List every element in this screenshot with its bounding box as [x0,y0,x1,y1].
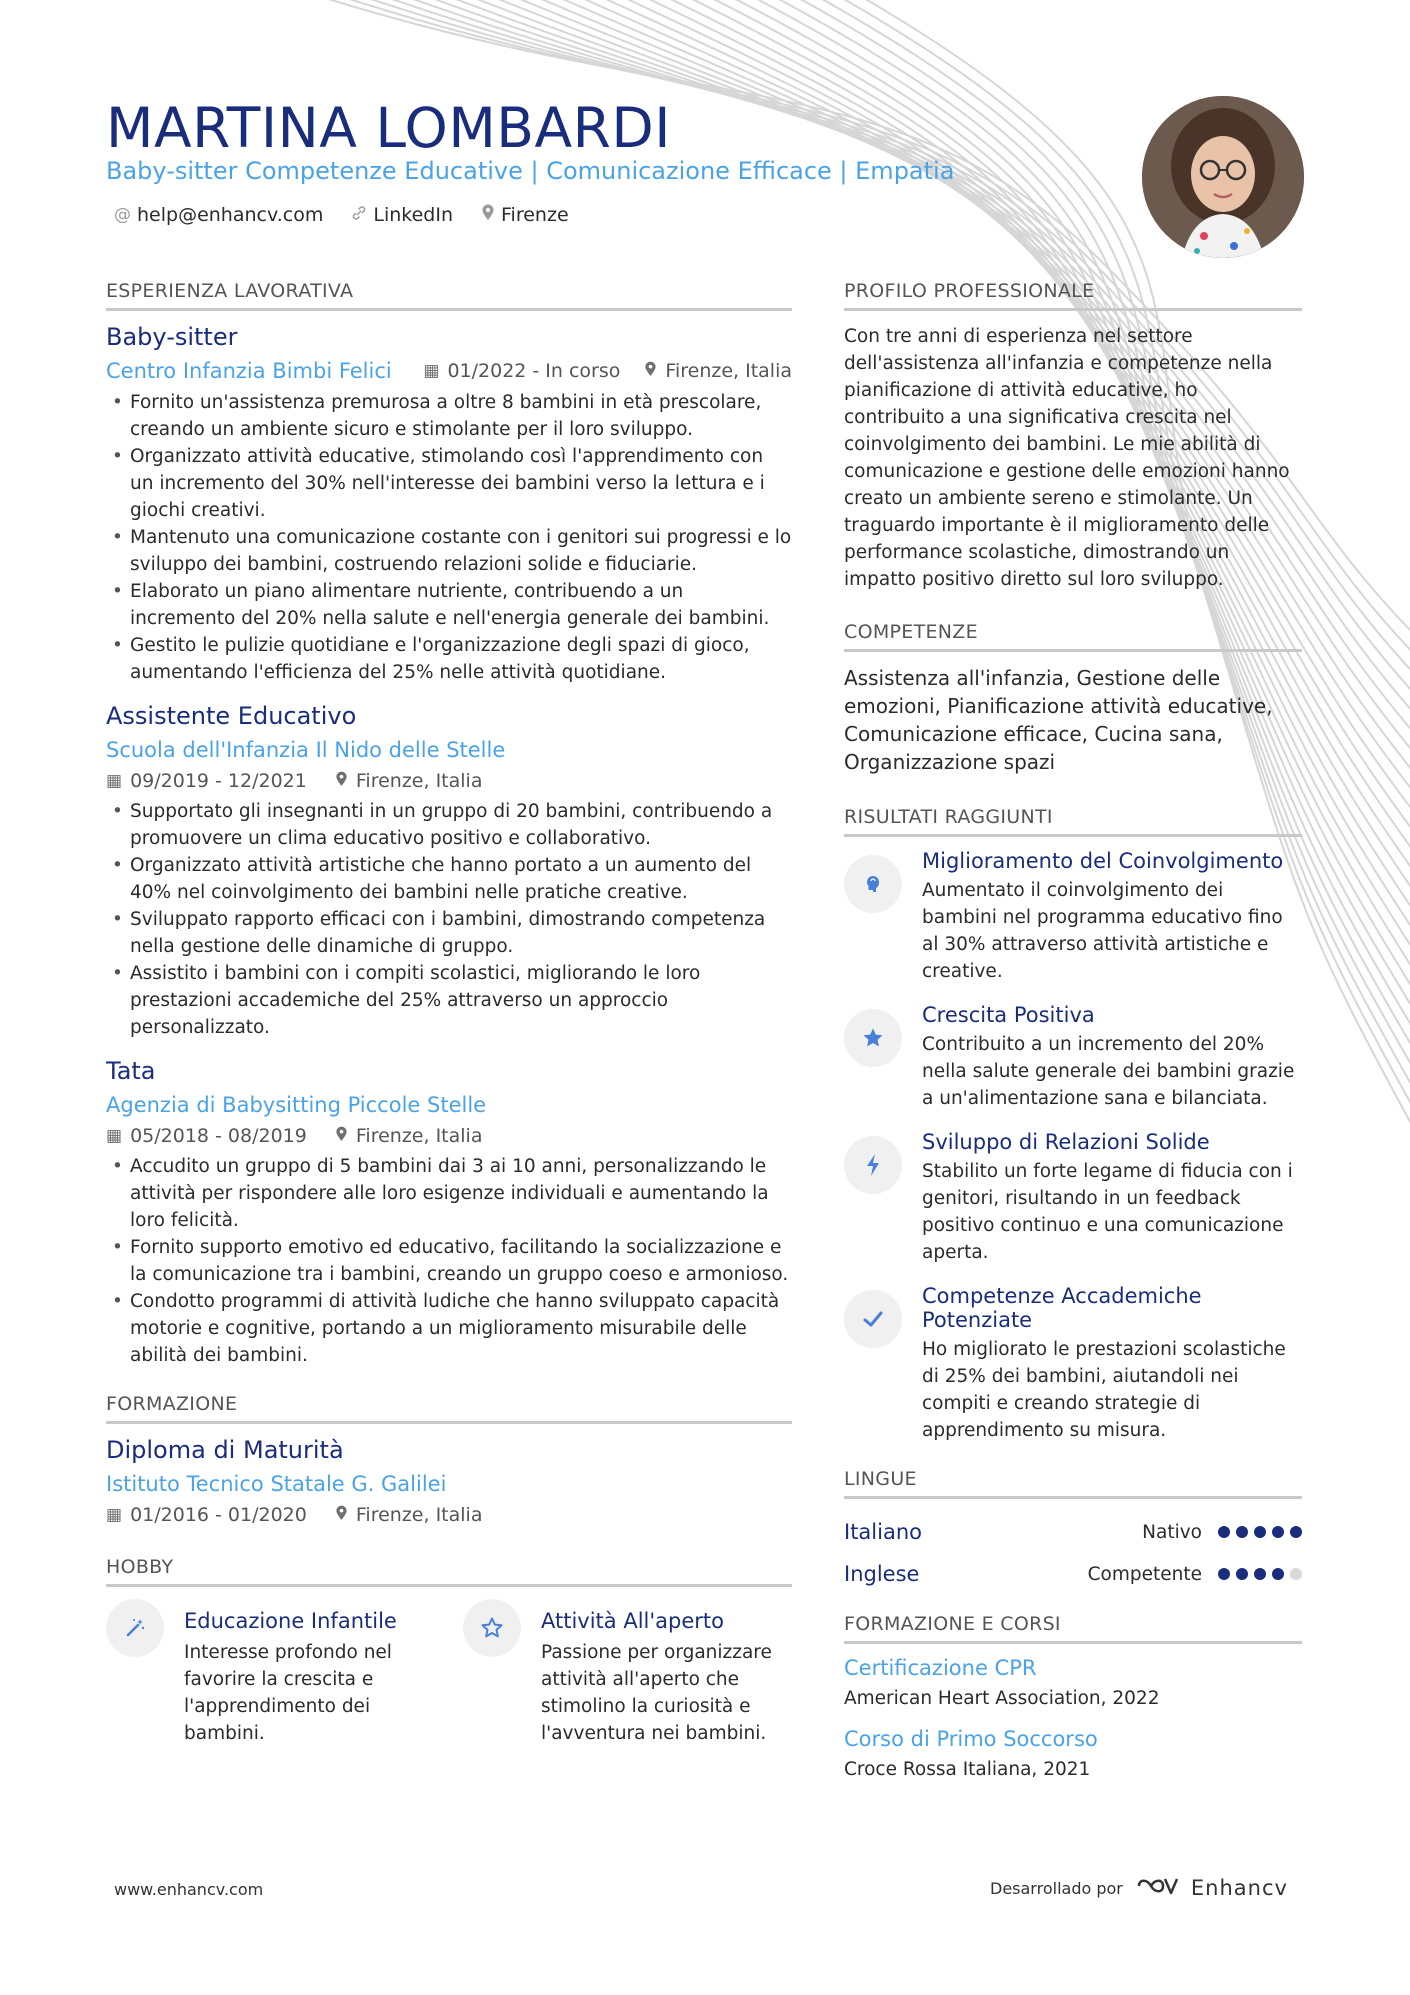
achievement-item [844,1284,1302,1444]
profile-section-title: PROFILO PROFESSIONALE [844,280,1302,311]
profile-photo [1142,96,1304,258]
bullet: • Organizzato attività artistiche che hanno portato a un aumento del 40% nel coinvolgimento dei bambini nelle pratiche creative. [106,852,792,906]
bullet: • Condotto programmi di attività ludiche che hanno sviluppato capacità motorie e cognitive, portando a un miglioramento misurabile delle abilità dei bambini. [106,1288,792,1369]
job-company: Agenzia di Babysitting Piccole Stelle [106,1093,487,1117]
job-dates: 01/2022 - In corso [447,360,621,382]
job-location: Firenze, Italia [665,360,792,382]
job-bullets [106,389,792,686]
hobby-title: Attività All'aperto [541,1609,724,1633]
bullet: • Fornito un'assistenza premurosa a oltre 8 bambini in età prescolare, creando un ambiente sicuro e stimolante per il loro sviluppo. [106,389,792,443]
hobby-item [106,1599,435,1747]
contact-bar [114,204,569,226]
bullet: • Sviluppato rapporto efficaci con i bambini, dimostrando competenza nella gestione delle dinamiche di gruppo. [106,906,792,960]
job-entry [106,1057,792,1369]
language-name: Italiano [844,1520,922,1544]
language-level: Nativo [1142,1521,1202,1543]
link-icon [351,205,367,226]
lightning-icon [844,1136,902,1194]
achievements-section-title: RISULTATI RAGGIUNTI [844,806,1302,837]
rating-dot-empty [1290,1568,1302,1580]
job-dates: 05/2018 - 08/2019 [130,1125,307,1147]
achievement-title: Competenze Accademiche Potenziate [922,1284,1202,1332]
calendar-icon: ▦ [423,361,440,381]
footer-website[interactable]: www.enhancv.com [114,1880,264,1899]
hobby-description: Passione per organizzare attività all'aperto che stimolino la curiosità e l'avventura nei bambini. [541,1642,772,1744]
hobby-item [463,1599,792,1747]
achievement-description: Contribuito a un incremento del 20% nella salute generale dei bambini grazie a un'alimentazione sana e bilanciata. [922,1034,1295,1109]
achievement-title: Crescita Positiva [922,1003,1095,1027]
job-dates: 09/2019 - 12/2021 [130,770,307,792]
job-entry [106,323,792,686]
language-rating [1218,1568,1302,1580]
hobby-section-title: HOBBY [106,1556,792,1587]
calendar-icon: ▦ [106,771,123,791]
enhancv-logo-icon [1135,1875,1179,1901]
location-icon [335,1505,348,1526]
experience-section-title: ESPERIENZA LAVORATIVA [106,280,792,311]
profile-summary: Con tre anni di esperienza nel settore dell'assistenza all'infanzia e competenze nella pianificazione di attività educative, ho contribuito a una significativa crescita nel coinvolgimento dei bambini. Le mie abilità di comunicazione e gestione delle emozioni hanno creato un ambiente sereno e stimolante. Un traguardo importante è il miglioramento delle performance scolastiche, dimostrando un impatto positivo diretto sul loro sviluppo. [844,326,1290,590]
course-title: Corso di Primo Soccorso [844,1727,1098,1751]
achievement-title: Miglioramento del Coinvolgimento [922,849,1284,873]
education-entry [106,1436,792,1526]
language-rating [1218,1526,1302,1538]
candidate-name: MARTINA LOMBARDI [106,96,671,160]
skills-section-title: COMPETENZE [844,621,1302,652]
language-level: Competente [1087,1563,1202,1585]
skills-list: Assistenza all'infanzia, Gestione delle emozioni, Pianificazione attività educative, Comunicazione efficace, Cucina sana, Organizzazione spazi [844,666,1273,774]
rating-dot-filled [1218,1526,1230,1538]
bullet: • Elaborato un piano alimentare nutriente, contribuendo a un incremento del 20% nella salute e nell'energia generale dei bambini. [106,578,792,632]
rating-dot-filled [1254,1568,1266,1580]
job-bullets [106,798,792,1041]
bullet: • Mantenuto una comunicazione costante con i genitori sui progressi e lo sviluppo dei bambini, costruendo relazioni solide e fiduciarie. [106,524,792,578]
powered-by-label: Desarrollado por [990,1878,1123,1898]
rating-dot-filled [1236,1526,1248,1538]
job-location: Firenze, Italia [355,1125,483,1147]
course-title: Certificazione CPR [844,1656,1037,1680]
star-outline-icon [463,1599,521,1657]
education-section-title: FORMAZIONE [106,1393,792,1424]
rating-dot-filled [1290,1526,1302,1538]
bullet: • Organizzato attività educative, stimolando così l'apprendimento con un incremento del 30% nell'interesse dei bambini verso la lettura e i giochi creativi. [106,443,792,524]
course-item [844,1727,1302,1780]
hobby-list [106,1599,792,1747]
job-bullets [106,1153,792,1369]
hobby-title: Educazione Infantile [184,1609,397,1633]
bullet: • Gestito le pulizie quotidiane e l'organizzazione degli spazi di gioco, aumentando l'efficienza del 25% nelle attività quotidiane. [106,632,792,686]
job-company: Centro Infanzia Bimbi Felici [106,359,392,383]
calendar-icon: ▦ [106,1505,123,1525]
education-degree: Diploma di Maturità [106,1436,344,1464]
magic-wand-icon [106,1599,164,1657]
job-role: Baby-sitter [106,323,238,351]
footer-branding [990,1875,1288,1901]
hobby-description: Interesse profondo nel favorire la crescita e l'apprendimento dei bambini. [184,1642,392,1744]
achievement-description: Aumentato il coinvolgimento dei bambini nel programma educativo fino al 30% attraverso attività artistiche e creative. [922,880,1283,982]
star-icon [844,1009,902,1067]
achievement-title: Sviluppo di Relazioni Solide [922,1130,1210,1154]
job-entry [106,702,792,1041]
contact-location: Firenze [481,204,569,226]
achievement-item [844,1130,1302,1266]
education-location: Firenze, Italia [355,1504,483,1526]
job-company: Scuola dell'Infanzia Il Nido delle Stelle [106,738,506,762]
bullet: • Fornito supporto emotivo ed educativo, facilitando la socializzazione e la comunicazione tra i bambini, creando un gruppo coeso e armonioso. [106,1234,792,1288]
right-column [844,280,1302,1780]
rating-dot-filled [1218,1568,1230,1580]
bullet: • Supportato gli insegnanti in un gruppo di 20 bambini, contribuendo a promuovere un clima educativo positivo e collaborativo. [106,798,792,852]
bullet: • Accudito un gruppo di 5 bambini dai 3 ai 10 anni, personalizzando le attività per rispondere alle loro esigenze individuali e aumentando la loro felicità. [106,1153,792,1234]
bullet: • Assistito i bambini con i compiti scolastici, migliorando le loro prestazioni accademiche del 25% attraverso un approccio personalizzato. [106,960,792,1041]
education-dates: 01/2016 - 01/2020 [130,1504,307,1526]
location-icon [481,204,495,226]
achievement-description: Ho migliorato le prestazioni scolastiche di 25% dei bambini, aiutandoli nei compiti e creando strategie di apprendimento su misura. [922,1339,1286,1441]
contact-email[interactable]: @ help@enhancv.com [114,204,324,226]
achievement-item [844,1003,1302,1112]
left-column [106,280,792,1747]
at-icon: @ [114,205,131,225]
rating-dot-filled [1254,1526,1266,1538]
job-location: Firenze, Italia [355,770,483,792]
job-role: Assistente Educativo [106,702,357,730]
location-icon [644,361,657,382]
courses-section-title: FORMAZIONE E CORSI [844,1613,1302,1644]
check-icon [844,1290,902,1348]
languages-section-title: LINGUE [844,1468,1302,1499]
contact-linkedin[interactable]: LinkedIn [351,204,453,226]
resume-page [106,0,1306,1995]
location-icon [335,1126,348,1147]
education-school: Istituto Tecnico Statale G. Galilei [106,1472,447,1496]
language-name: Inglese [844,1562,920,1586]
language-item [844,1553,1302,1595]
course-list [844,1656,1302,1780]
job-role: Tata [106,1057,156,1085]
language-list [844,1511,1302,1595]
achievement-description: Stabilito un forte legame di fiducia con i genitori, risultando in un feedback positivo continuo e una comunicazione aperta. [922,1161,1293,1263]
brand-name: Enhancv [1190,1876,1288,1900]
calendar-icon: ▦ [106,1126,123,1146]
achievement-item [844,849,1302,985]
headline: Baby-sitter Competenze Educative | Comunicazione Efficace | Empatia [106,157,955,185]
course-provider: Croce Rossa Italiana, 2021 [844,1759,1091,1780]
course-item [844,1656,1302,1709]
rating-dot-filled [1272,1526,1284,1538]
rating-dot-filled [1272,1568,1284,1580]
achievement-list [844,849,1302,1444]
brain-icon [844,855,902,913]
language-item [844,1511,1302,1553]
rating-dot-filled [1236,1568,1248,1580]
course-provider: American Heart Association, 2022 [844,1688,1160,1709]
location-icon [335,771,348,792]
